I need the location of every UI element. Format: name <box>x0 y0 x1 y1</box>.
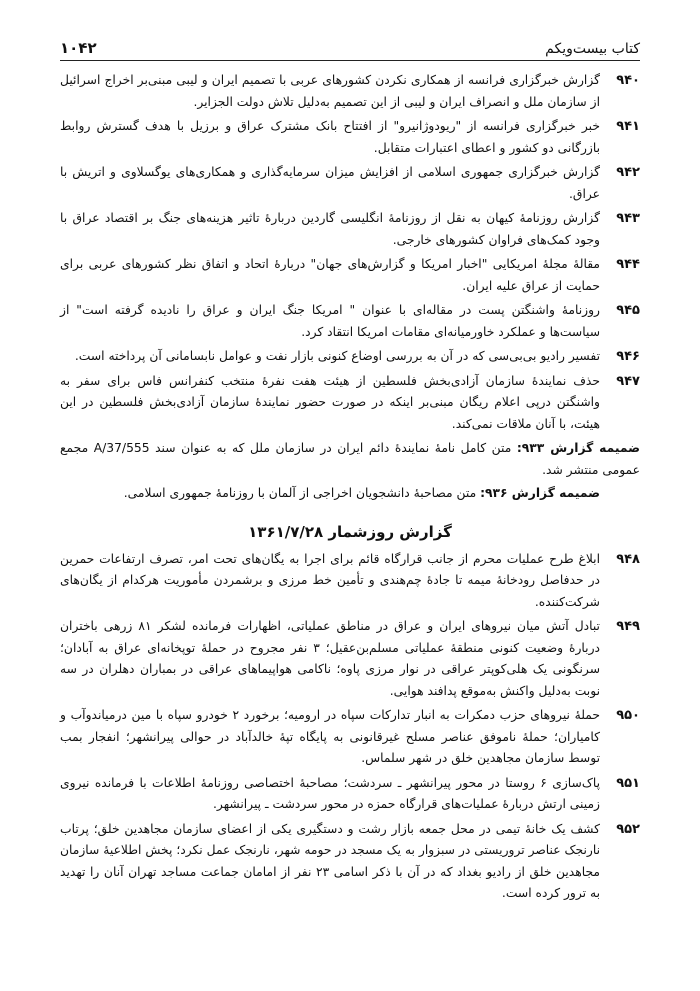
entry-text: حملهٔ نیروهای حزب دمکرات به انبار تدارکات سپاه در ارومیه؛ برخورد ۲ خودرو سپاه با مین درمیاندوآب و کامیاران؛ حملهٔ ناموفق عناصر مسلح غیرقانونی به پایگاه تپهٔ خالدآباد در حوالی پیرانشهر؛ انفجار بمب توسط سازمان مجاهدین خلق در شهر سلماس. <box>60 708 601 765</box>
entry-number: ۹۴۸ <box>616 551 640 567</box>
annex-text: متن مصاحبهٔ دانشجویان اخراجی از آلمان با روزنامهٔ جمهوری اسلامی. <box>123 486 481 500</box>
entry-number: ۹۴۷ <box>616 373 640 389</box>
entry-number: ۹۴۰ <box>616 73 640 88</box>
report-list-a <box>60 70 640 435</box>
report-entry <box>60 819 640 905</box>
entry-number: ۹۵۲ <box>616 821 640 837</box>
annex-label: ضمیمه گزارش ۹۳۳: <box>516 441 641 455</box>
report-entry <box>60 300 640 343</box>
entry-number: ۹۴۶ <box>616 349 640 364</box>
report-entry <box>60 371 640 436</box>
entry-text: مقالهٔ مجلهٔ امریکایی "اخبار امریکا و گزارش‌های جهان" دربارهٔ اتحاد و اتفاق نظر کشورهای عربی برای حمایت از عراق علیه ایران. <box>60 257 600 293</box>
entry-text: کشف یک خانهٔ تیمی در محل جمعه بازار رشت و دستگیری یکی از اعضای سازمان مجاهدین خلق؛ پرتاب نارنجک عناصر تروریستی در سبزوار به یک مسجد در حومه شهر، نارنجک عمل نکرد؛ پخش اطلاعیهٔ سازمان مجاهدین خلق از رادیو بغداد که در آن با ذکر اسامی ۲۳ نفر از امامان جماعت مساجد تهران آنان را تهدید به ترور کرده است. <box>60 821 600 900</box>
report-entry <box>60 616 640 702</box>
entry-number: ۹۵۱ <box>616 775 640 791</box>
report-entry <box>60 208 640 251</box>
entry-text: تبادل آتش میان نیروهای ایران و عراق در مناطق عملیاتی، اظهارات فرمانده لشکر ۸۱ زرهی باختران دربارهٔ وضعیت کنونی منطقهٔ عملیاتی مسلم‌بن‌عقیل؛ ۳ نفر مجروح در حملهٔ توپخانه‌ای عراق به آبادان؛ سرنگونی یک هلی‌کوپتر عراقی در نوار مرزی پاوه؛ ناکامی هواپیماهای عراقی در بمباران دهلران در سه نوبت به‌دلیل واکنش به‌موقع پدافند هوایی. <box>60 619 600 698</box>
annex-note <box>60 438 640 481</box>
page-number: ۱۰۴۲ <box>60 39 97 57</box>
entry-number: ۹۴۵ <box>616 303 640 318</box>
entry-text: گزارش روزنامهٔ کیهان به نقل از روزنامهٔ انگلیسی گاردین دربارهٔ تاثیر هزینه‌های جنگ بر اقتصاد عراق با وجود کمک‌های فراوان کشورهای خارجی. <box>60 211 600 247</box>
section-title: گزارش روزشمار ۱۳۶۱/۷/۲۸ <box>248 522 452 541</box>
entry-number: ۹۴۲ <box>616 165 640 180</box>
report-entry <box>60 346 640 368</box>
entry-number: ۹۴۹ <box>616 619 640 634</box>
page-header <box>60 34 640 61</box>
entry-text: حذف نمایندهٔ سازمان آزادی‌بخش فلسطین از هیئت هفت نفرهٔ منتخب کنفرانس فاس برای سفر به واشنگتن درپی اعلام ریگان مبنی‌بر اینکه در صورت حضور نمایندهٔ سازمان آزادی‌بخش فلسطین در این هیئت، با آنان ملاقات نمی‌کند. <box>60 373 600 431</box>
report-entry <box>60 162 640 205</box>
entry-text: ابلاغ طرح عملیات محرم از جانب قرارگاه قائم برای اجرا به یگان‌های تحت امر، تصرف ارتفاعات حمرین در حدفاصل رودخانهٔ میمه تا جادهٔ چم‌هندی و تأمین خط مرزی و برشمردن مأموریت هرکدام از یگان‌های شرکت‌کننده. <box>60 551 600 609</box>
entry-number: ۹۴۳ <box>616 211 640 226</box>
report-entry <box>60 773 640 816</box>
report-entry <box>60 116 640 159</box>
entry-text: گزارش خبرگزاری جمهوری اسلامی از افزایش میزان سرمایه‌گذاری و همکاری‌های یوگسلاوی و اتریش با عراق. <box>60 165 600 201</box>
report-entry <box>60 705 640 770</box>
entry-text: گزارش خبرگزاری فرانسه از همکاری نکردن کشورهای عربی با تصمیم ایران و لیبی مبنی‌بر اخراج اسرائیل از سازمان ملل و انصراف ایران و لیبی از این تصمیم به‌دلیل تلاش دولت الجزایر. <box>60 73 600 109</box>
entry-text: تفسیر رادیو بی‌بی‌سی که در آن به بررسی اوضاع کنونی بازار نفت و عوامل نابسامانی آن پرداخته است. <box>74 349 600 363</box>
book-title: کتاب بیست‌ویکم <box>545 41 640 57</box>
report-entry <box>60 254 640 297</box>
entry-text: روزنامهٔ واشنگتن پست در مقاله‌ای با عنوان " امریکا جنگ ایران و عراق را نادیده گرفته است" از سیاست‌ها و عملکرد خاورمیانه‌ای مقامات امریکا انتقاد کرد. <box>60 303 600 339</box>
entry-number: ۹۵۰ <box>616 708 640 723</box>
report-entry <box>60 70 640 113</box>
report-entry <box>60 549 640 614</box>
annex-label: ضمیمه گزارش ۹۳۶: <box>480 486 600 500</box>
annex-list <box>60 438 640 505</box>
entry-number: ۹۴۱ <box>616 119 640 134</box>
entry-text: خبر خبرگزاری فرانسه از "ریودوژانیرو" از افتتاح بانک مشترک عراق و برزیل با هدف گسترش روابط بازرگانی دو کشور و اعطای اعتبارات متقابل. <box>60 119 600 155</box>
entry-text: پاک‌سازی ۶ روستا در محور پیرانشهر ـ سردشت؛ مصاحبهٔ اختصاصی روزنامهٔ اطلاعات با فرمانده نیروی زمینی ارتش دربارهٔ عملیات‌های قرارگاه حمزه در محور سردشت ـ پیرانشهر. <box>60 775 600 811</box>
annex-text: متن کامل نامهٔ نمایندهٔ دائم ایران در سازمان ملل که به عنوان سند A/37/555 مجمع عمومی منتشر شد. <box>60 441 640 477</box>
report-list-b <box>60 549 640 905</box>
page-content <box>60 70 640 908</box>
entry-number: ۹۴۴ <box>616 257 640 272</box>
annex-note <box>60 483 640 505</box>
